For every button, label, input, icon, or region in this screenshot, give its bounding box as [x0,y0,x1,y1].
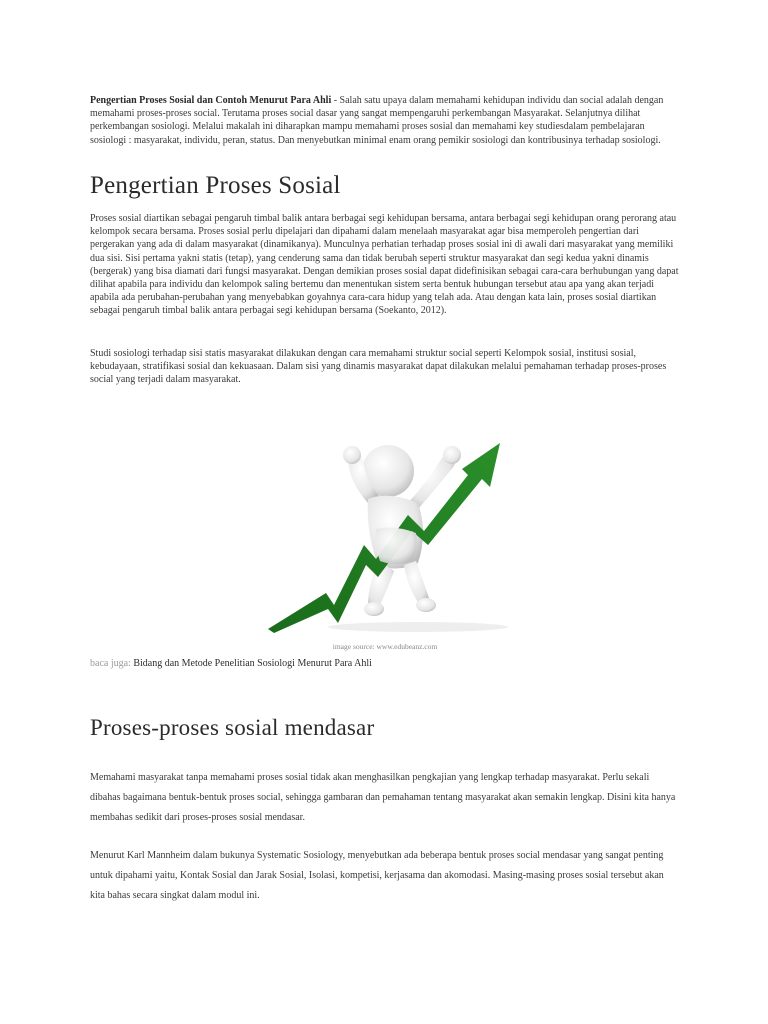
read-also-link[interactable]: Bidang dan Metode Penelitian Sosiologi Menurut Para Ahli [130,658,372,669]
section2-paragraph-1: Memahami masyarakat tanpa memahami proses sosial tidak akan menghasilkan pengkajian yang lengkap terhadap masyarakat. Perlu sekali dibahas bagaimana bentuk-bentuk proses social, sehingga gambaran dan pemahaman tentang masyarakat akan semakin lengkap. Disini kita hanya membahas sedikit dari proses-proses sosial mendasar. [90,772,676,823]
figure-caption: image source: www.edubeanz.com [332,642,438,651]
illustration-growth-arrow [268,433,518,633]
heading-pengertian: Pengertian Proses Sosial [90,172,341,199]
read-also [90,658,372,669]
intro-title: Pengertian Proses Sosial dan Contoh Menurut Para Ahli [90,95,332,106]
read-also-label: baca juga: [90,658,131,669]
intro-paragraph [90,94,680,147]
section1-paragraph-1: Proses sosial diartikan sebagai pengaruh timbal balik antara berbagai segi kehidupan bersama, antara berbagai segi kehidupan orang perorang atau kelompok secara bersama. Proses sosial perlu dipelajari dan dipahami dalam menelaah masyarakat agar bisa memperoleh pengertian dari pergerakan yang ada di dalam masyarakat (dinamikanya). Munculnya perhatian terhadap proses sosial ini di awali dari masyarakat yang memiliki dua sisi. Sisi pertama yakni statis (tetap), yang cenderung sama dan tidak berubah seperti struktur masyarakat dan segi kedua yakni dinamis (bergerak) yang bisa diamati dari fungsi masyarakat. Dengan demikian proses sosial dapat didefinisikan sebagai cara-cara berhubungan yang dapat dilihat apabila para individu dan kelompok saling bertemu dan menentukan sistem serta bentuk hubungan tersebut atau apa yang akan terjadi apabila ada perubahan-perubahan yang menyebabkan goyahnya cara-cara hidup yang telah ada. Atau dengan kata lain, proses sosial diartikan sebagai pengaruh timbal balik antara perbagai segi kehidupan bersama (Soekanto, 2012). [90,213,679,317]
section2-paragraph-2: Menurut Karl Mannheim dalam bukunya Systematic Sosiology, menyebutkan ada beberapa bentuk proses social mendasar yang sangat penting untuk dipahami yaitu, Kontak Sosial dan Jarak Sosial, Isolasi, kompetisi, kerjasama dan akomodasi. Masing-masing proses sosial tersebut akan kita bahas secara singkat dalam modul ini. [90,850,664,901]
section1-paragraph-2: Studi sosiologi terhadap sisi statis masyarakat dilakukan dengan cara memahami struktur social seperti Kelompok sosial, institusi sosial, kebudayaan, stratifikasi sosial dan kekuasaan. Dalam sisi yang dinamis masyarakat dapat dilakukan melalui pemahaman terhadap proses-proses social yang terjadi dalam masyarakat. [90,348,667,386]
heading-proses-mendasar: Proses-proses sosial mendasar [90,715,375,740]
intro-text: - Salah satu upaya dalam memahami kehidupan individu dan social adalah dengan memahami proses-proses social. Terutama proses social dasar yang sangat mempengaruhi perkembangan Masyarakat. Selanjutnya dilihat perkembangan sosiologi. Melalui makalah ini diharapkan mampu memahami proses sosial dan memahami key studiesdalam pembelajaran sosiologi : masyarakat, individu, peran, status. Dan menyebutkan minimal enam orang pemikir sosiologi dan kontribusinya terhadap sosiologi. [90,95,664,146]
